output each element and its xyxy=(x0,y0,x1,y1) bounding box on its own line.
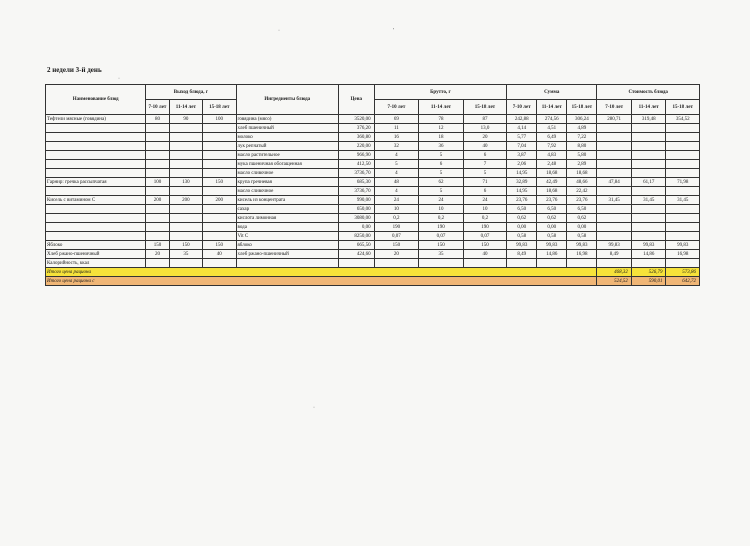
ingredient-cell: лук репчатый xyxy=(236,142,338,151)
scan-speck: · xyxy=(118,76,120,82)
table-row xyxy=(46,124,700,133)
sum-cell: 14,95 xyxy=(507,187,537,196)
total-price-row-2 xyxy=(46,277,700,286)
age-header: 11-14 лет xyxy=(419,100,464,115)
sum-cell: 99,83 xyxy=(567,241,597,250)
cost-cell xyxy=(597,187,632,196)
ingredient-cell: яблоко xyxy=(236,241,338,250)
gross-cell: 190 xyxy=(374,223,419,232)
sum-cell: 0,58 xyxy=(537,232,567,241)
sum-cell: 14,95 xyxy=(507,169,537,178)
price-cell: 3520,00 xyxy=(338,115,374,124)
cost-cell: 99,83 xyxy=(666,241,700,250)
gross-cell: 18 xyxy=(419,133,464,142)
price-cell: 3080,00 xyxy=(338,214,374,223)
output-cell xyxy=(169,151,202,160)
gross-cell: 24 xyxy=(419,196,464,205)
sum-cell: 4,14 xyxy=(507,124,537,133)
gross-cell: 20 xyxy=(374,250,419,259)
total-price-value: 526,79 xyxy=(631,268,666,277)
table-row xyxy=(46,250,700,259)
table-row xyxy=(46,241,700,250)
menu-table xyxy=(45,84,700,286)
cost-cell xyxy=(597,214,632,223)
gross-cell: 5 xyxy=(419,169,464,178)
output-cell: 200 xyxy=(203,196,236,205)
price-cell: 650,00 xyxy=(338,205,374,214)
gross-cell: 11 xyxy=(374,124,419,133)
gross-cell: 78 xyxy=(419,115,464,124)
sum-cell: 0,58 xyxy=(507,232,537,241)
sum-cell: 0,00 xyxy=(507,223,537,232)
total-price-label-2: Итого цена рациона с xyxy=(46,277,597,286)
price-cell: 3736,70 xyxy=(338,169,374,178)
total-price-value: 573,86 xyxy=(666,268,700,277)
age-header: 11-14 лет xyxy=(537,100,567,115)
sum-cell: 23,76 xyxy=(567,196,597,205)
gross-cell: 16 xyxy=(374,133,419,142)
cost-cell xyxy=(597,133,632,142)
table-row xyxy=(46,151,700,160)
gross-cell: 10 xyxy=(419,205,464,214)
sum-cell: 3,87 xyxy=(507,151,537,160)
gross-cell: 0,2 xyxy=(374,214,419,223)
calories-label: Калорийность, ккал xyxy=(46,259,146,268)
output-cell xyxy=(146,124,169,133)
cost-cell xyxy=(666,142,700,151)
age-header: 11-14 лет xyxy=(631,100,666,115)
cost-cell xyxy=(631,205,666,214)
price-cell: 8250,00 xyxy=(338,232,374,241)
header-price: Цена xyxy=(338,85,374,115)
header-dish-name: Наименование блюд xyxy=(46,85,146,115)
total-price-value-2: 642,72 xyxy=(666,277,700,286)
sum-cell: 18,68 xyxy=(537,187,567,196)
output-cell xyxy=(146,160,169,169)
output-cell xyxy=(146,187,169,196)
total-price-label: Итого цена рациона xyxy=(46,268,597,277)
cost-cell xyxy=(597,232,632,241)
total-price-value-2: 590,01 xyxy=(631,277,666,286)
gross-cell: 5 xyxy=(419,187,464,196)
cost-cell xyxy=(666,205,700,214)
output-cell xyxy=(203,151,236,160)
cost-cell xyxy=(631,133,666,142)
cost-cell: 16,98 xyxy=(666,250,700,259)
cost-cell xyxy=(631,142,666,151)
output-cell: 100 xyxy=(146,178,169,187)
output-cell xyxy=(203,205,236,214)
cost-cell xyxy=(666,223,700,232)
price-cell: 3736,70 xyxy=(338,187,374,196)
cost-cell: 71,98 xyxy=(666,178,700,187)
header-sum: Сумма xyxy=(507,85,597,100)
cost-cell: 319,48 xyxy=(631,115,666,124)
price-cell: 990,00 xyxy=(338,196,374,205)
ingredient-cell: масло сливочное xyxy=(236,169,338,178)
page-title: 2 недели 3-й день xyxy=(47,66,102,74)
gross-cell: 190 xyxy=(419,223,464,232)
gross-cell: 6 xyxy=(419,160,464,169)
cost-cell: 31,45 xyxy=(666,196,700,205)
ingredient-cell: Vit C xyxy=(236,232,338,241)
dish-name-cell: Яблоко xyxy=(46,241,146,250)
cost-cell: 31,45 xyxy=(631,196,666,205)
output-cell: 90 xyxy=(169,115,202,124)
output-cell: 150 xyxy=(169,241,202,250)
sum-cell: 0,62 xyxy=(567,214,597,223)
sum-cell: 4,51 xyxy=(537,124,567,133)
output-cell: 200 xyxy=(146,196,169,205)
gross-cell: 87 xyxy=(463,115,506,124)
dish-name-cell xyxy=(46,160,146,169)
sum-cell: 6,50 xyxy=(507,205,537,214)
sum-cell: 8,49 xyxy=(507,250,537,259)
gross-cell: 13,0 xyxy=(463,124,506,133)
header-output: Выход блюда, г xyxy=(146,85,236,100)
sum-cell: 2,89 xyxy=(567,160,597,169)
ingredient-cell: кисель из концентрата xyxy=(236,196,338,205)
price-cell: 424,60 xyxy=(338,250,374,259)
dish-name-cell xyxy=(46,223,146,232)
cost-cell xyxy=(597,151,632,160)
sum-cell: 4,89 xyxy=(567,124,597,133)
gross-cell: 150 xyxy=(463,241,506,250)
gross-cell: 12 xyxy=(419,124,464,133)
dish-name-cell: Кисель с витамином С xyxy=(46,196,146,205)
cost-cell: 354,52 xyxy=(666,115,700,124)
gross-cell: 6 xyxy=(463,187,506,196)
ingredient-cell: кислота лимонная xyxy=(236,214,338,223)
scan-speck: · xyxy=(313,405,315,411)
output-cell xyxy=(169,124,202,133)
output-cell xyxy=(203,232,236,241)
gross-cell: 10 xyxy=(374,205,419,214)
gross-cell: 6 xyxy=(463,151,506,160)
cost-cell xyxy=(666,133,700,142)
output-cell: 20 xyxy=(146,250,169,259)
price-cell: 360,80 xyxy=(338,133,374,142)
gross-cell: 150 xyxy=(374,241,419,250)
cost-cell xyxy=(631,187,666,196)
output-cell xyxy=(203,133,236,142)
cost-cell xyxy=(597,169,632,178)
output-cell xyxy=(203,214,236,223)
output-cell xyxy=(203,124,236,133)
gross-cell: 32 xyxy=(374,142,419,151)
ingredient-cell: сахар xyxy=(236,205,338,214)
output-cell xyxy=(146,214,169,223)
sum-cell: 5,80 xyxy=(567,151,597,160)
dish-name-cell: Хлеб ржано-пшеничный xyxy=(46,250,146,259)
gross-cell: 10 xyxy=(463,205,506,214)
gross-cell: 5 xyxy=(374,160,419,169)
table-row xyxy=(46,214,700,223)
sum-cell: 32,89 xyxy=(507,178,537,187)
scan-speck: ' xyxy=(393,28,395,34)
sum-cell: 99,83 xyxy=(537,241,567,250)
dish-name-cell xyxy=(46,169,146,178)
age-header: 11-14 лет xyxy=(169,100,202,115)
gross-cell: 36 xyxy=(419,142,464,151)
output-cell: 150 xyxy=(203,178,236,187)
cost-cell: 280,71 xyxy=(597,115,632,124)
dish-name-cell: Тефтели мясные (говядина) xyxy=(46,115,146,124)
gross-cell: 0,07 xyxy=(374,232,419,241)
gross-cell: 0,2 xyxy=(463,214,506,223)
cost-cell xyxy=(666,151,700,160)
cost-cell xyxy=(631,214,666,223)
cost-cell: 61,17 xyxy=(631,178,666,187)
sum-cell: 6,50 xyxy=(537,205,567,214)
output-cell xyxy=(203,160,236,169)
age-header: 15-18 лет xyxy=(567,100,597,115)
dish-name-cell xyxy=(46,187,146,196)
ingredient-cell: масло сливочное xyxy=(236,187,338,196)
dish-name-cell: Гарнир: гречка рассыпчатая xyxy=(46,178,146,187)
cost-cell xyxy=(597,160,632,169)
sum-cell: 8,80 xyxy=(567,142,597,151)
total-price-row xyxy=(46,268,700,277)
gross-cell: 35 xyxy=(419,250,464,259)
output-cell xyxy=(169,214,202,223)
ingredient-cell: хлеб ржано-пшеничный xyxy=(236,250,338,259)
gross-cell: 24 xyxy=(463,196,506,205)
cost-cell: 14,86 xyxy=(631,250,666,259)
scan-speck: · xyxy=(278,28,280,34)
cost-cell xyxy=(631,151,666,160)
cost-cell xyxy=(666,214,700,223)
dish-name-cell xyxy=(46,232,146,241)
sum-cell: 42,49 xyxy=(537,178,567,187)
gross-cell: 62 xyxy=(419,178,464,187)
gross-cell: 150 xyxy=(419,241,464,250)
ingredient-cell: крупа гречневая xyxy=(236,178,338,187)
sum-cell: 306,24 xyxy=(567,115,597,124)
sum-cell: 6,49 xyxy=(537,133,567,142)
gross-cell: 0,2 xyxy=(419,214,464,223)
price-cell: 966,90 xyxy=(338,151,374,160)
cost-cell: 31,45 xyxy=(597,196,632,205)
sum-cell: 99,83 xyxy=(507,241,537,250)
cost-cell xyxy=(666,160,700,169)
cost-cell xyxy=(666,124,700,133)
gross-cell: 48 xyxy=(374,178,419,187)
output-cell xyxy=(146,133,169,142)
price-cell: 412,50 xyxy=(338,160,374,169)
sum-cell: 4,83 xyxy=(537,151,567,160)
dish-name-cell xyxy=(46,133,146,142)
cost-cell xyxy=(597,223,632,232)
gross-cell: 69 xyxy=(374,115,419,124)
price-cell: 685,30 xyxy=(338,178,374,187)
gross-cell: 4 xyxy=(374,187,419,196)
output-cell: 80 xyxy=(146,115,169,124)
sum-cell: 23,76 xyxy=(537,196,567,205)
header-ingredients: Ингредиенты блюда xyxy=(236,85,338,115)
ingredient-cell: говядина (мясо) xyxy=(236,115,338,124)
age-header: 15-18 лет xyxy=(203,100,236,115)
output-cell xyxy=(203,223,236,232)
ingredient-cell: молоко xyxy=(236,133,338,142)
output-cell xyxy=(169,133,202,142)
output-cell xyxy=(146,142,169,151)
total-price-value: 468,32 xyxy=(597,268,632,277)
cost-cell: 99,83 xyxy=(631,241,666,250)
output-cell xyxy=(169,169,202,178)
cost-cell xyxy=(666,232,700,241)
cost-cell xyxy=(597,124,632,133)
gross-cell: 4 xyxy=(374,169,419,178)
gross-cell: 190 xyxy=(463,223,506,232)
output-cell: 100 xyxy=(203,115,236,124)
output-cell xyxy=(203,187,236,196)
ingredient-cell: масло растительное xyxy=(236,151,338,160)
age-header: 7-10 лет xyxy=(597,100,632,115)
output-cell xyxy=(169,187,202,196)
output-cell xyxy=(146,223,169,232)
dish-name-cell xyxy=(46,142,146,151)
dish-name-cell xyxy=(46,151,146,160)
cost-cell xyxy=(666,169,700,178)
total-price-value-2: 524,52 xyxy=(597,277,632,286)
sum-cell: 0,00 xyxy=(537,223,567,232)
age-header: 7-10 лет xyxy=(146,100,169,115)
header-gross: Брутто, г xyxy=(374,85,507,100)
table-row xyxy=(46,187,700,196)
sum-cell: 7,92 xyxy=(537,142,567,151)
gross-cell: 40 xyxy=(463,142,506,151)
table-row xyxy=(46,196,700,205)
gross-cell: 7 xyxy=(463,160,506,169)
gross-cell: 20 xyxy=(463,133,506,142)
output-cell: 150 xyxy=(203,241,236,250)
sum-cell: 7,22 xyxy=(567,133,597,142)
gross-cell: 24 xyxy=(374,196,419,205)
sum-cell: 2,48 xyxy=(537,160,567,169)
cost-cell xyxy=(631,160,666,169)
output-cell xyxy=(203,169,236,178)
gross-cell: 0,07 xyxy=(419,232,464,241)
gross-cell: 5 xyxy=(463,169,506,178)
ingredient-cell: мука пшеничная обогащенная xyxy=(236,160,338,169)
cost-cell: 8,49 xyxy=(597,250,632,259)
age-header: 7-10 лет xyxy=(507,100,537,115)
cost-cell xyxy=(597,142,632,151)
output-cell xyxy=(169,160,202,169)
dish-name-cell xyxy=(46,124,146,133)
output-cell xyxy=(169,232,202,241)
output-cell: 40 xyxy=(203,250,236,259)
dish-name-cell xyxy=(46,205,146,214)
gross-cell: 4 xyxy=(374,151,419,160)
table-row xyxy=(46,133,700,142)
sum-cell: 14,86 xyxy=(537,250,567,259)
cost-cell xyxy=(631,223,666,232)
output-cell: 130 xyxy=(169,178,202,187)
gross-cell: 40 xyxy=(463,250,506,259)
sum-cell: 242,88 xyxy=(507,115,537,124)
output-cell xyxy=(146,232,169,241)
sum-cell: 0,62 xyxy=(537,214,567,223)
age-header: 15-18 лет xyxy=(463,100,506,115)
gross-cell: 5 xyxy=(419,151,464,160)
age-header: 15-18 лет xyxy=(666,100,700,115)
output-cell xyxy=(146,151,169,160)
output-cell: 150 xyxy=(146,241,169,250)
sum-cell: 22,42 xyxy=(567,187,597,196)
price-cell: 0,00 xyxy=(338,223,374,232)
cost-cell xyxy=(597,205,632,214)
gross-cell: 0,07 xyxy=(463,232,506,241)
output-cell: 35 xyxy=(169,250,202,259)
table-row xyxy=(46,169,700,178)
sum-cell: 18,68 xyxy=(567,169,597,178)
output-cell xyxy=(169,223,202,232)
cost-cell xyxy=(631,124,666,133)
sum-cell: 274,56 xyxy=(537,115,567,124)
sum-cell: 0,58 xyxy=(567,232,597,241)
price-cell: 220,00 xyxy=(338,142,374,151)
ingredient-cell: вода xyxy=(236,223,338,232)
header-cost: Стоимость блюда xyxy=(597,85,700,100)
output-cell xyxy=(169,205,202,214)
table-row xyxy=(46,115,700,124)
cost-cell: 47,84 xyxy=(597,178,632,187)
gross-cell: 71 xyxy=(463,178,506,187)
cost-cell xyxy=(631,232,666,241)
sum-cell: 2,06 xyxy=(507,160,537,169)
sum-cell: 23,76 xyxy=(507,196,537,205)
sum-cell: 6,50 xyxy=(567,205,597,214)
sum-cell: 0,00 xyxy=(567,223,597,232)
sum-cell: 18,68 xyxy=(537,169,567,178)
output-cell xyxy=(146,205,169,214)
ingredient-cell: хлеб пшеничный xyxy=(236,124,338,133)
table-row xyxy=(46,142,700,151)
sum-cell: 7,04 xyxy=(507,142,537,151)
sum-cell: 48,66 xyxy=(567,178,597,187)
dish-name-cell xyxy=(46,214,146,223)
sum-cell: 16,98 xyxy=(567,250,597,259)
cost-cell: 99,83 xyxy=(597,241,632,250)
table-row xyxy=(46,160,700,169)
output-cell xyxy=(203,142,236,151)
price-cell: 665,50 xyxy=(338,241,374,250)
cost-cell xyxy=(666,187,700,196)
table-row xyxy=(46,232,700,241)
sum-cell: 0,62 xyxy=(507,214,537,223)
output-cell: 200 xyxy=(169,196,202,205)
output-cell xyxy=(146,169,169,178)
output-cell xyxy=(169,142,202,151)
sum-cell: 5,77 xyxy=(507,133,537,142)
age-header: 7-10 лет xyxy=(374,100,419,115)
table-row xyxy=(46,178,700,187)
table-row xyxy=(46,223,700,232)
table-row xyxy=(46,205,700,214)
cost-cell xyxy=(631,169,666,178)
price-cell: 376,20 xyxy=(338,124,374,133)
